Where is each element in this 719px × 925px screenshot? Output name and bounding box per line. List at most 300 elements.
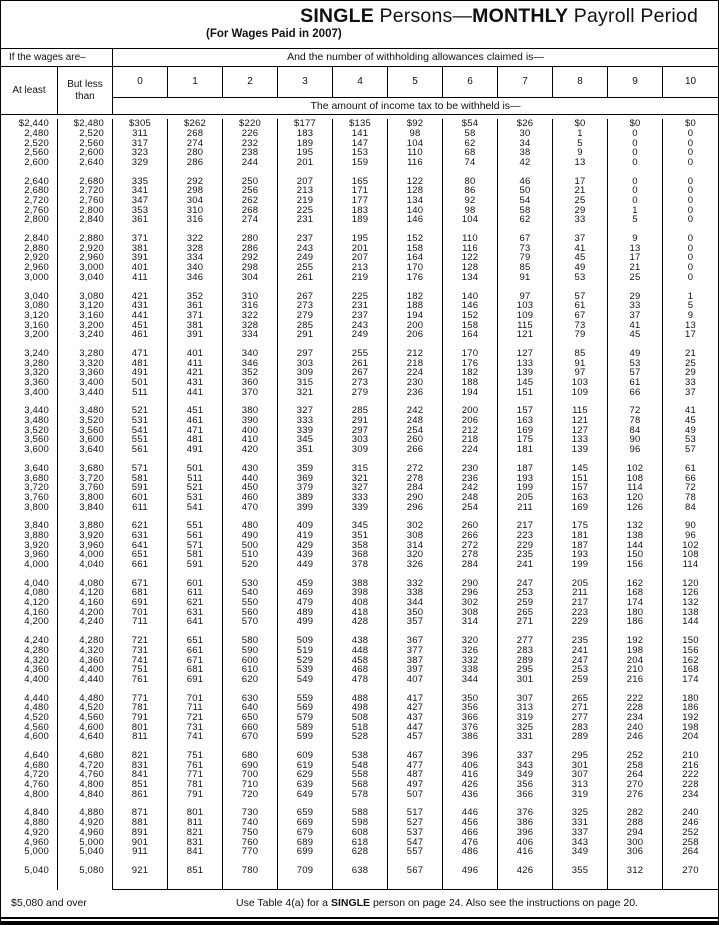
tax-amount: 0: [608, 138, 663, 148]
tax-amount: 571: [113, 455, 168, 474]
tax-amount: 259: [553, 675, 608, 685]
tax-amount: 265: [553, 684, 608, 703]
wage-but-less-than: 4,120: [58, 588, 113, 598]
tax-amount: 182: [388, 282, 443, 301]
tax-amount: 58: [443, 129, 498, 139]
tax-amount: 189: [278, 138, 333, 148]
tax-amount: 232: [223, 138, 278, 148]
tax-amount: 180: [608, 608, 663, 618]
tax-amount: 398: [333, 588, 388, 598]
table-row: [1, 502, 718, 512]
tax-amount: 517: [388, 799, 443, 818]
tax-amount: 277: [498, 627, 553, 646]
wage-but-less-than: 4,160: [58, 598, 113, 608]
tax-amount: 401: [113, 263, 168, 273]
tax-amount: 132: [682, 597, 699, 609]
wage-at-least: 3,960: [1, 550, 58, 560]
tax-amount: 361: [168, 301, 223, 311]
wage-at-least: 4,040: [1, 570, 58, 589]
tax-amount: 268: [168, 129, 223, 139]
tax-amount: 126: [682, 587, 699, 599]
wage-but-less-than: 3,800: [58, 493, 113, 503]
tax-amount: 290: [388, 493, 443, 503]
tax-amount: 471: [113, 340, 168, 359]
tax-amount: 711: [113, 617, 168, 627]
tax-amount: 490: [223, 531, 278, 541]
tax-amount: 250: [223, 167, 278, 186]
tax-amount: 0: [608, 148, 663, 158]
tax-amount: 13: [608, 244, 663, 254]
tax-amount: 418: [333, 608, 388, 618]
tax-amount: 294: [608, 828, 663, 838]
tax-amount: 260: [443, 512, 498, 531]
wage-but-less-than: 4,680: [58, 742, 113, 761]
tax-amount: 225: [278, 206, 333, 216]
tax-amount: 376: [498, 799, 553, 818]
tax-amount: 237: [278, 225, 333, 244]
tax-amount: 629: [278, 770, 333, 780]
tax-amount: 0: [608, 186, 663, 196]
tax-amount: 447: [388, 722, 443, 732]
tax-amount: 420: [223, 445, 278, 455]
tax-amount: 322: [223, 311, 278, 321]
wage-at-least: 3,120: [1, 311, 58, 321]
tax-amount: 206: [443, 416, 498, 426]
table-row: [1, 129, 718, 139]
tax-amount: 671: [113, 570, 168, 589]
tax-amount: 333: [333, 493, 388, 503]
tax-amount: 110: [388, 148, 443, 158]
tax-amount: 296: [388, 502, 443, 512]
tax-amount: 406: [443, 761, 498, 771]
tax-amount: 284: [443, 560, 498, 570]
tax-amount: 151: [498, 388, 553, 398]
tax-amount: 568: [333, 780, 388, 790]
tax-amount: 244: [223, 158, 278, 168]
tax-amount: 458: [333, 655, 388, 665]
tax-amount: 480: [223, 512, 278, 531]
tax-amount: 229: [498, 540, 553, 550]
tax-amount: 267: [333, 368, 388, 378]
wage-at-least: 3,920: [1, 540, 58, 550]
tax-amount: 25: [685, 357, 696, 369]
tax-amount: 669: [278, 818, 333, 828]
tax-amount: 85: [498, 263, 553, 273]
tax-amount: 397: [388, 665, 443, 675]
wage-but-less-than: 3,360: [58, 368, 113, 378]
tax-amount: 46: [498, 167, 553, 186]
tax-amount: 349: [498, 770, 553, 780]
tax-amount: 234: [608, 713, 663, 723]
tax-amount: 211: [553, 588, 608, 598]
tax-amount: 103: [498, 301, 553, 311]
tax-amount: 580: [223, 627, 278, 646]
tax-amount: $220: [223, 119, 278, 129]
wage-at-least: 3,560: [1, 435, 58, 445]
tax-amount: 162: [608, 570, 663, 589]
tax-amount: 332: [443, 655, 498, 665]
tax-amount: 272: [388, 455, 443, 474]
tax-amount: 145: [498, 378, 553, 388]
wage-but-less-than: 4,960: [58, 828, 113, 838]
tax-amount: 0: [608, 158, 663, 168]
tax-amount: 431: [168, 378, 223, 388]
tax-amount: 0: [687, 214, 694, 226]
wage-but-less-than: 2,960: [58, 253, 113, 263]
tax-amount: 41: [608, 320, 663, 330]
tax-amount: 326: [388, 560, 443, 570]
tax-amount: 66: [608, 388, 663, 398]
wage-but-less-than: 4,360: [58, 655, 113, 665]
tax-amount: 491: [113, 368, 168, 378]
tax-amount: 335: [113, 167, 168, 186]
tax-amount: 17: [553, 167, 608, 186]
tax-amount: 417: [388, 684, 443, 703]
tax-amount: 132: [608, 512, 663, 531]
tax-amount: 61: [608, 378, 663, 388]
tax-amount: 421: [168, 368, 223, 378]
tax-amount: 286: [223, 244, 278, 254]
tax-amount: 9: [608, 225, 663, 244]
tax-amount: 218: [388, 358, 443, 368]
tax-amount: 170: [443, 340, 498, 359]
tax-amount: 771: [113, 684, 168, 703]
wage-at-least: 4,560: [1, 722, 58, 732]
wage-but-less-than: 2,920: [58, 244, 113, 254]
tax-amount: 195: [333, 225, 388, 244]
tax-amount: 176: [388, 273, 443, 283]
tax-amount: 731: [113, 646, 168, 656]
tax-amount: 58: [498, 206, 553, 216]
tax-amount: 361: [113, 215, 168, 225]
tax-amount: 292: [223, 253, 278, 263]
tax-amount: 378: [333, 560, 388, 570]
tax-amount: 139: [553, 445, 608, 455]
tax-amount: 901: [113, 837, 168, 847]
tax-amount: 589: [278, 722, 333, 732]
header-allowance-3: 3: [278, 67, 333, 98]
tax-amount: 45: [608, 330, 663, 340]
tax-amount: 274: [223, 215, 278, 225]
tax-amount: 630: [223, 684, 278, 703]
tax-amount: 57: [685, 444, 696, 456]
tax-amount: 157: [553, 483, 608, 493]
tax-amount: 520: [223, 560, 278, 570]
tax-amount: 207: [278, 167, 333, 186]
tax-amount: 186: [608, 617, 663, 627]
table-row: [1, 158, 718, 168]
tax-amount: 192: [682, 711, 699, 723]
tax-amount: 98: [443, 206, 498, 216]
tax-amount: 344: [388, 598, 443, 608]
tax-amount: 641: [113, 540, 168, 550]
tax-amount: 286: [168, 158, 223, 168]
tax-amount: 741: [168, 732, 223, 742]
tax-amount: 331: [553, 818, 608, 828]
tax-amount: 591: [113, 483, 168, 493]
wage-but-less-than: 4,080: [58, 570, 113, 589]
wage-but-less-than: 3,200: [58, 320, 113, 330]
tax-amount: 61: [553, 301, 608, 311]
tax-amount: 224: [388, 368, 443, 378]
tax-amount: 5: [553, 138, 608, 148]
tax-amount: 253: [553, 665, 608, 675]
tax-amount: 138: [682, 606, 699, 618]
wage-but-less-than: 4,000: [58, 550, 113, 560]
tax-amount: 266: [388, 445, 443, 455]
tax-amount: 359: [278, 455, 333, 474]
wage-but-less-than: 4,320: [58, 646, 113, 656]
tax-amount: 309: [278, 368, 333, 378]
tax-amount: 701: [168, 684, 223, 703]
tax-amount: 471: [168, 426, 223, 436]
wage-but-less-than: 4,720: [58, 761, 113, 771]
tax-amount: 640: [223, 703, 278, 713]
tax-amount: 62: [498, 215, 553, 225]
tax-amount: 751: [113, 665, 168, 675]
tax-amount: 350: [443, 684, 498, 703]
tax-amount: 521: [168, 483, 223, 493]
tax-amount: 419: [278, 531, 333, 541]
tax-amount: 270: [682, 864, 699, 876]
tax-amount: 163: [553, 493, 608, 503]
tax-amount: 50: [498, 186, 553, 196]
tax-amount: 406: [498, 837, 553, 847]
tax-amount: 530: [223, 570, 278, 589]
wage-at-least: 4,440: [1, 684, 58, 703]
tax-amount: 611: [113, 502, 168, 512]
tax-amount: 387: [388, 655, 443, 665]
tax-amount: 0: [687, 127, 694, 139]
tax-amount: 761: [168, 761, 223, 771]
tax-amount: 468: [333, 665, 388, 675]
tax-amount: 231: [333, 301, 388, 311]
tax-amount: 194: [388, 311, 443, 321]
wage-but-less-than: 4,520: [58, 703, 113, 713]
tax-amount: 366: [498, 790, 553, 800]
tax-amount: 80: [443, 167, 498, 186]
tax-amount: 851: [168, 857, 223, 876]
tax-amount: 440: [223, 473, 278, 483]
tax-amount: 313: [553, 780, 608, 790]
tax-amount: 228: [682, 779, 699, 791]
tax-amount: 699: [278, 847, 333, 857]
tax-amount: 152: [388, 225, 443, 244]
tax-amount: 446: [443, 799, 498, 818]
tax-amount: 0: [687, 156, 694, 168]
tax-amount: 321: [333, 473, 388, 483]
tax-amount: 285: [333, 397, 388, 416]
tax-amount: 0: [687, 204, 694, 216]
tax-amount: 649: [278, 790, 333, 800]
tax-amount: 671: [168, 655, 223, 665]
tax-amount: 271: [553, 703, 608, 713]
tax-amount: 226: [223, 129, 278, 139]
tax-amount: 256: [223, 186, 278, 196]
tax-amount: 297: [278, 340, 333, 359]
tax-amount: 195: [278, 148, 333, 158]
tax-amount: 198: [682, 721, 699, 733]
table-row: [1, 225, 718, 244]
tax-amount: 540: [223, 588, 278, 598]
tax-amount: 329: [113, 158, 168, 168]
tax-amount: 201: [333, 244, 388, 254]
wage-at-least: 4,600: [1, 732, 58, 742]
tax-amount: 311: [113, 129, 168, 139]
tax-amount: 156: [608, 560, 663, 570]
tax-amount: 267: [278, 282, 333, 301]
header-allowance-7: 7: [498, 67, 553, 98]
tax-amount: 261: [333, 358, 388, 368]
tax-amount: 851: [113, 780, 168, 790]
wage-at-least: 4,120: [1, 598, 58, 608]
wage-at-least: 2,960: [1, 263, 58, 273]
table-row: [1, 388, 718, 398]
tax-amount: 147: [333, 138, 388, 148]
tax-amount: 168: [682, 664, 699, 676]
tax-amount: 29: [608, 282, 663, 301]
wage-but-less-than: 3,720: [58, 473, 113, 483]
tax-amount: 638: [333, 857, 388, 876]
wage-but-less-than: 3,320: [58, 358, 113, 368]
wage-but-less-than: 3,280: [58, 340, 113, 359]
tax-amount: 323: [113, 148, 168, 158]
tax-amount: 409: [278, 512, 333, 531]
tax-amount: 86: [443, 186, 498, 196]
tax-amount: 187: [553, 540, 608, 550]
tax-amount: 164: [388, 253, 443, 263]
filler-cell: [553, 875, 608, 890]
tax-amount: 289: [553, 732, 608, 742]
tax-amount: 210: [682, 750, 699, 761]
wage-at-least: 3,800: [1, 502, 58, 512]
wage-but-less-than: 3,600: [58, 435, 113, 445]
tax-amount: 731: [168, 722, 223, 732]
tax-amount: 37: [553, 225, 608, 244]
tax-amount: 188: [443, 378, 498, 388]
tax-amount: 407: [388, 675, 443, 685]
tax-amount: 231: [278, 215, 333, 225]
footer-note-post: person on page 24. Also see the instructions on page 20.: [370, 897, 638, 909]
wage-but-less-than: 5,000: [58, 837, 113, 847]
tax-amount: 371: [168, 311, 223, 321]
tax-amount: 174: [608, 598, 663, 608]
tax-amount: 261: [278, 273, 333, 283]
tax-amount: 198: [608, 646, 663, 656]
tax-amount: 560: [223, 608, 278, 618]
header-allowance-6: 6: [443, 67, 498, 98]
wage-but-less-than: 4,480: [58, 684, 113, 703]
tax-amount: 353: [113, 206, 168, 216]
tax-amount: 255: [333, 340, 388, 359]
tax-amount: $0: [685, 118, 696, 130]
wage-at-least: 3,240: [1, 340, 58, 359]
tax-amount: 237: [333, 311, 388, 321]
tax-amount: 770: [223, 847, 278, 857]
tax-amount: 1: [687, 290, 694, 302]
tax-amount: 199: [553, 560, 608, 570]
tax-amount: 408: [333, 598, 388, 608]
tax-amount: 0: [687, 271, 694, 283]
tax-amount: 280: [223, 225, 278, 244]
tax-amount: 150: [682, 635, 699, 647]
tax-amount: 379: [278, 483, 333, 493]
tax-amount: 276: [608, 790, 663, 800]
tax-amount: 303: [278, 358, 333, 368]
wage-but-less-than: 3,120: [58, 301, 113, 311]
tax-amount: 213: [278, 186, 333, 196]
tax-amount: 368: [333, 550, 388, 560]
tax-amount: 370: [223, 388, 278, 398]
wage-at-least: 2,840: [1, 225, 58, 244]
tax-amount: 611: [168, 588, 223, 598]
wage-at-least: 4,640: [1, 742, 58, 761]
tax-amount: 175: [553, 512, 608, 531]
tax-amount: 306: [608, 847, 663, 857]
tax-amount: 17: [685, 329, 696, 341]
tax-amount: 511: [168, 473, 223, 483]
tax-amount: 304: [168, 196, 223, 206]
wage-but-less-than: 4,560: [58, 713, 113, 723]
tax-amount: 288: [608, 818, 663, 828]
tax-amount: 621: [113, 512, 168, 531]
tax-amount: 460: [223, 493, 278, 503]
tax-amount: 801: [113, 722, 168, 732]
tax-amount: 5: [687, 300, 694, 312]
wage-at-least: 3,520: [1, 426, 58, 436]
table-row: [1, 790, 718, 800]
wage-but-less-than: 3,240: [58, 330, 113, 340]
tax-amount: 391: [113, 253, 168, 263]
tax-amount: 780: [223, 857, 278, 876]
tax-amount: 356: [498, 780, 553, 790]
tax-amount: 508: [333, 713, 388, 723]
title-monthly: MONTHLY: [472, 5, 569, 27]
table-row: [1, 560, 718, 570]
tax-amount: 258: [608, 761, 663, 771]
tax-amount: 270: [608, 780, 663, 790]
table-row: [1, 742, 718, 761]
tax-amount: 140: [443, 282, 498, 301]
tax-amount: 538: [333, 742, 388, 761]
wage-but-less-than: 4,400: [58, 665, 113, 675]
tax-amount: 591: [168, 560, 223, 570]
tax-amount: 290: [443, 570, 498, 589]
tax-amount: 709: [278, 857, 333, 876]
wage-at-least: 3,280: [1, 358, 58, 368]
wage-but-less-than: 3,160: [58, 311, 113, 321]
tax-amount: 122: [388, 167, 443, 186]
tax-amount: 304: [223, 273, 278, 283]
wage-at-least: 3,040: [1, 282, 58, 301]
table-row: [1, 799, 718, 818]
tax-amount: 390: [223, 416, 278, 426]
tax-amount: 273: [333, 378, 388, 388]
wage-but-less-than: 3,680: [58, 455, 113, 474]
tax-amount: 0: [687, 137, 694, 149]
tax-amount: 171: [333, 186, 388, 196]
wage-but-less-than: 3,960: [58, 540, 113, 550]
tax-amount: 352: [223, 368, 278, 378]
wage-at-least: 3,360: [1, 378, 58, 388]
wage-but-less-than: 5,040: [58, 847, 113, 857]
tax-amount: 313: [498, 703, 553, 713]
tax-amount: 531: [113, 416, 168, 426]
tax-amount: 243: [333, 320, 388, 330]
tax-amount: 429: [278, 540, 333, 550]
tax-amount: 291: [333, 416, 388, 426]
tax-amount: 339: [333, 502, 388, 512]
